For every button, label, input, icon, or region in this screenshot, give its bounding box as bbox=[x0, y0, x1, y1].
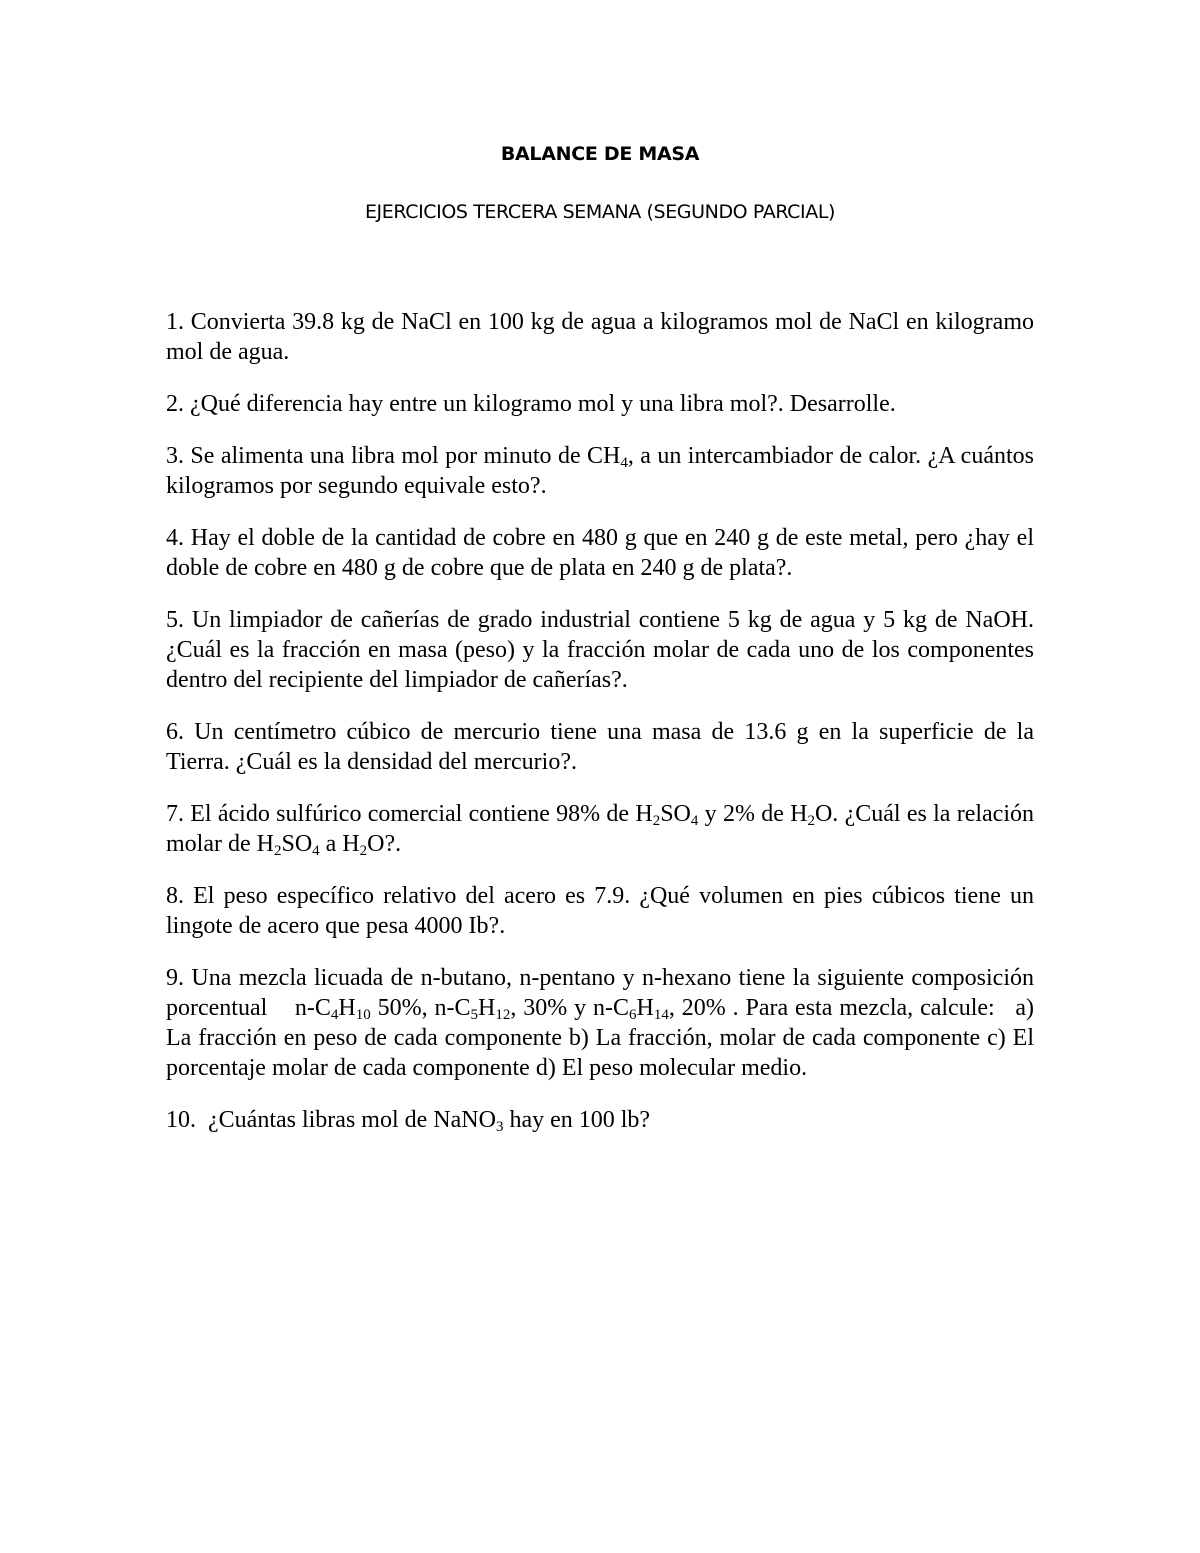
question-text-part: , 20% . Para esta mezcla, calcule: a) La fracción en peso de cada componente b) La fracción, molar de cada componente c) El porcentaje molar de cada componente d) El peso molecular medio. bbox=[166, 995, 1035, 1081]
subscript: 14 bbox=[653, 1007, 669, 1023]
subscript: 2 bbox=[273, 843, 282, 859]
question-2: 2. ¿Qué diferencia hay entre un kilogramo mol y una libra mol?. Desarrolle. bbox=[166, 391, 896, 417]
subscript: 12 bbox=[495, 1007, 511, 1023]
question-text-part: H bbox=[636, 995, 654, 1021]
question-3 bbox=[166, 441, 1034, 501]
subscript: 4 bbox=[620, 455, 628, 471]
question-4: 4. Hay el doble de la cantidad de cobre en 480 g que en 240 g de este metal, pero ¿hay el doble de cobre en 480 g de cobre que de plata en 240 g de plata?. bbox=[166, 525, 1034, 581]
question-6: 6. Un centímetro cúbico de mercurio tiene una masa de 13.6 g en la superficie de la Tierra. ¿Cuál es la densidad del mercurio?. bbox=[166, 719, 1034, 775]
question-text-part: O?. bbox=[367, 831, 402, 857]
question-text-part: 3. Se alimenta una libra mol por minuto de CH bbox=[166, 443, 621, 469]
question-text-part: 10. ¿Cuántas libras mol de NaNO bbox=[166, 1107, 496, 1133]
subscript: 4 bbox=[690, 813, 699, 829]
question-text-part: SO bbox=[660, 801, 691, 827]
document-subtitle: EJERCICIOS TERCERA SEMANA (SEGUNDO PARCIAL) bbox=[364, 201, 836, 223]
subscript: 10 bbox=[355, 1007, 371, 1023]
question-1: 1. Convierta 39.8 kg de NaCl en 100 kg de agua a kilogramos mol de NaCl en kilogramo mol de agua. bbox=[166, 309, 1034, 365]
subscript: 2 bbox=[807, 813, 815, 829]
question-text-part: H bbox=[477, 995, 496, 1021]
subscript: 2 bbox=[359, 843, 368, 859]
subscript: 6 bbox=[629, 1007, 637, 1023]
question-text-part: , a un intercambiador de calor. ¿A cuántos kilogramos por segundo equivale esto?. bbox=[166, 443, 1034, 499]
question-text-part: , 30% y n-C bbox=[510, 995, 629, 1021]
subscript: 5 bbox=[470, 1007, 478, 1023]
question-text-part: hay en 100 lb? bbox=[503, 1107, 651, 1133]
question-8: 8. El peso específico relativo del acero es 7.9. ¿Qué volumen en pies cúbicos tiene un lingote de acero que pesa 4000 Ib?. bbox=[166, 883, 1034, 939]
subscript: 4 bbox=[330, 1007, 339, 1023]
question-5: 5. Un limpiador de cañerías de grado industrial contiene 5 kg de agua y 5 kg de NaOH. ¿Cuál es la fracción en masa (peso) y la fracción molar de cada uno de los componentes dentro del recipiente del limpiador de cañerías?. bbox=[166, 607, 1034, 693]
question-text-part: 9. Una mezcla licuada de n-butano, n-pentano y n-hexano tiene la siguiente composición porcentual n-C bbox=[166, 965, 1034, 1021]
question-text-part: y 2% de H bbox=[698, 801, 808, 827]
question-text-part: O. ¿Cuál es la relación molar de H bbox=[166, 801, 1034, 857]
subscript: 4 bbox=[312, 843, 320, 859]
question-text-part: 50%, n-C bbox=[370, 995, 471, 1021]
question-text-part: a H bbox=[319, 831, 360, 857]
question-text-part: H bbox=[338, 995, 356, 1021]
question-10 bbox=[166, 1105, 1034, 1135]
question-list bbox=[166, 307, 1034, 1157]
question-text-part: SO bbox=[281, 831, 313, 857]
subscript: 2 bbox=[652, 813, 661, 829]
question-text-part: 7. El ácido sulfúrico comercial contiene 98% de H bbox=[166, 801, 653, 827]
question-7 bbox=[166, 799, 1034, 859]
question-9 bbox=[166, 963, 1034, 1083]
document-title: BALANCE DE MASA bbox=[500, 143, 700, 165]
subscript: 3 bbox=[495, 1119, 504, 1135]
